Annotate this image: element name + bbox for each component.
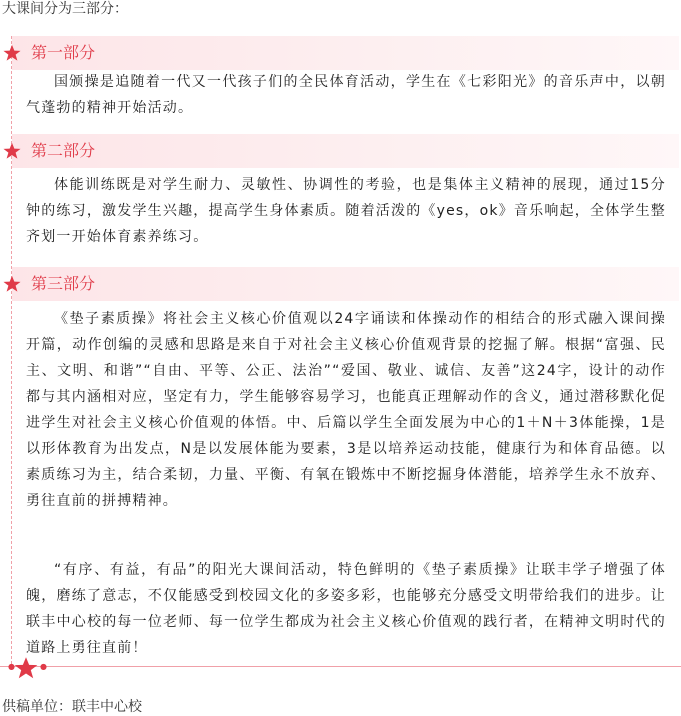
footer-credit: 供稿单位：联丰中心校 (2, 699, 142, 715)
star-icon (14, 656, 38, 680)
section-text-3: 《垫子素质操》将社会主义核心价值观以24字诵读和体操动作的相结合的形式融入课间操开篇，动作创编的灵感和思路是来自于对社会主义核心价值观背景的挖掘了解。根据“富强、民主、文明、和谐”“自由、平等、公正、法治”“爱国、敬业、诚信、友善”这24字，设计的动作都与其内涵相对应，坚定有力，学生能够容易学习，也能真正理解动作的含义，通过潜移默化促进学生对社会主义核心价值观的体悟。中、后篇以学生全面发展为中心的1＋N＋3体能操，1是以形体教育为出发点，N是以发展体能为要素，3是以培养运动技能，健康行为和体育品德。以素质练习为主，结合柔韧，力量、平衡、有氧在锻炼中不断挖掘身体潜能，培养学生永不放弃、勇往直前的拼搏精神。 (26, 311, 666, 509)
section-header-1 (12, 36, 679, 70)
star-icon (3, 275, 21, 293)
star-icon (3, 142, 21, 160)
decor-dot-icon: ● (8, 662, 15, 671)
bottom-divider (0, 666, 681, 667)
section-title-3: 第三部分 (31, 274, 96, 293)
decor-dot-icon: ● (40, 662, 47, 671)
star-icon (3, 44, 21, 62)
intro-text: 大课间分为三部分： (2, 1, 128, 17)
content-frame (11, 36, 679, 664)
section-header-2 (12, 134, 679, 168)
section-text-2: 体能训练既是对学生耐力、灵敏性、协调性的考验，也是集体主义精神的展现，通过15分钟的练习，激发学生兴趣，提高学生身体素质。随着活泼的《yes，ok》音乐响起，全体学生整齐划一开始体育素养练习。 (26, 177, 666, 245)
section-text-1: 国颁操是追随着一代又一代孩子们的全民体育活动，学生在《七彩阳光》的音乐声中，以朝气蓬勃的精神开始活动。 (26, 74, 666, 116)
section-title-1: 第一部分 (31, 43, 96, 62)
closing-text: “有序、有益，有品”的阳光大课间活动，特色鲜明的《垫子素质操》让联丰学子增强了体魄，磨练了意志，不仅能感受到校园文化的多姿多彩，也能够充分感受文明带给我们的进步。让联丰中心校的每一位老师、每一位学生都成为社会主义核心价值观的践行者，在精神文明时代的道路上勇往直前！ (26, 562, 666, 656)
section-header-3 (12, 267, 679, 301)
section-title-2: 第二部分 (31, 141, 96, 160)
